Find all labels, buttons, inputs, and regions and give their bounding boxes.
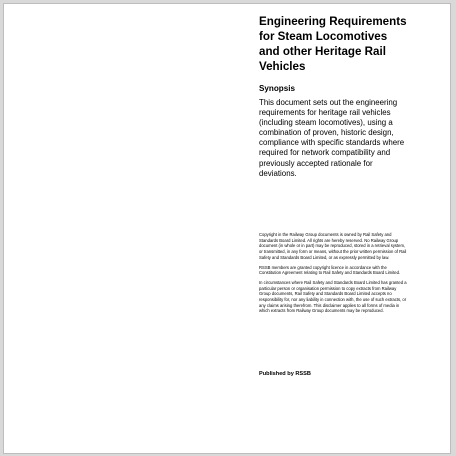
synopsis-text: This document sets out the engineering requirements for heritage rail vehicles (including steam locomotives), using a combination of proven, historic design, compliance with specific standards where required for network compatibility and previously accepted rationale for deviations. <box>259 98 405 178</box>
synopsis-heading: Synopsis <box>259 84 295 93</box>
disclaimer-paragraph: In circumstances where Rail Safety and Standards Board Limited has granted a particular person or organisation permission to copy extracts from Railway Group documents, Rail Safety and Standards Board Limited accepts no responsibility for, nor any liability in connection with, the use of such extracts, or any claims arising therefrom. This disclaimer applies to all forms of media in which extracts from Railway Group documents may be reproduced. <box>259 279 407 314</box>
publisher-line: Published by RSSB <box>259 371 311 377</box>
copyright-paragraph: Copyright in the Railway Group documents is owned by Rail Safety and Standards Board Limited. All rights are hereby reserved. No Railway Group document (in whole or in part) may be reproduced, stored in a retrieval system, or transmitted, in any form or means, without the prior written permission of Rail Safety and Standards Board Limited, or as expressly permitted by law. <box>259 232 407 260</box>
document-page <box>3 3 451 454</box>
copyright-notice <box>259 232 409 318</box>
licence-paragraph: RSSB members are granted copyright licence in accordance with the Constitution Agreement relating to Rail Safety and Standards Board Limited. <box>259 264 401 276</box>
document-title: Engineering Requirements for Steam Locomotives and other Heritage Rail Vehicles <box>259 15 407 73</box>
